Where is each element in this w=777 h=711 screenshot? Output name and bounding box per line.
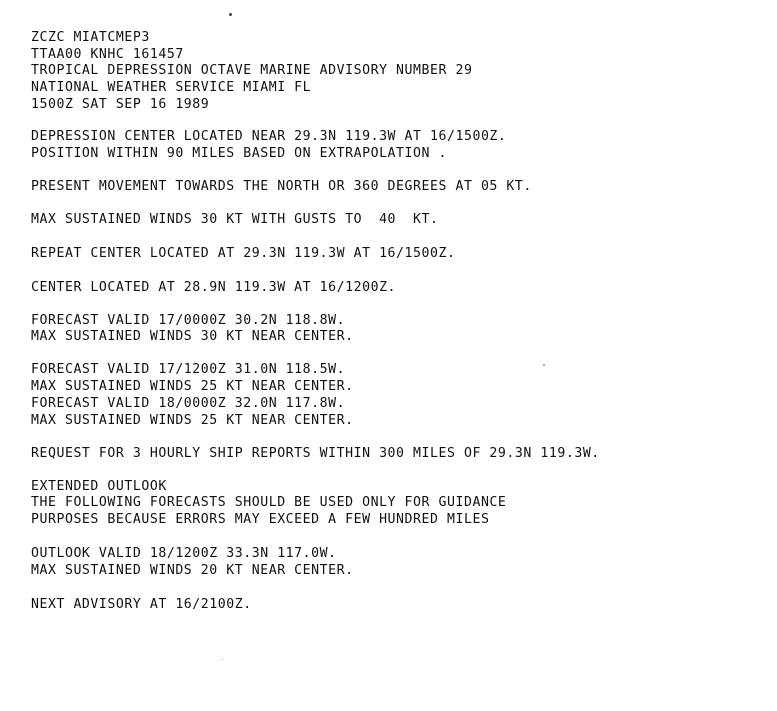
guidance-note-line-2: PURPOSES BECAUSE ERRORS MAY EXCEED A FEW HUNDRED MILES [31,512,490,527]
forecast-winds-line-3: MAX SUSTAINED WINDS 25 KT NEAR CENTER. [31,413,354,428]
guidance-note-line-1: THE FOLLOWING FORECASTS SHOULD BE USED ONLY FOR GUIDANCE [31,495,507,510]
position-accuracy-line: POSITION WITHIN 90 MILES BASED ON EXTRAPOLATION . [31,146,447,161]
advisory-title: TROPICAL DEPRESSION OCTAVE MARINE ADVISORY NUMBER 29 [31,63,473,78]
header-wmo-line: TTAA00 KNHC 161457 [31,47,184,62]
outlook-winds-line: MAX SUSTAINED WINDS 20 KT NEAR CENTER. [31,563,354,578]
scan-speck [229,13,232,16]
prior-center-line: CENTER LOCATED AT 28.9N 119.3W AT 16/1200Z. [31,280,397,295]
center-location-line: DEPRESSION CENTER LOCATED NEAR 29.3N 119.3W AT 16/1500Z. [31,129,507,144]
forecast-line-2: FORECAST VALID 17/1200Z 31.0N 118.5W. [31,362,346,377]
max-winds-line: MAX SUSTAINED WINDS 30 KT WITH GUSTS TO 40 KT. [31,212,439,227]
outlook-line: OUTLOOK VALID 18/1200Z 33.3N 117.0W. [31,546,337,561]
repeat-center-line: REPEAT CENTER LOCATED AT 29.3N 119.3W AT 16/1500Z. [31,246,456,261]
forecast-winds-line-2: MAX SUSTAINED WINDS 25 KT NEAR CENTER. [31,379,354,394]
next-advisory-line: NEXT ADVISORY AT 16/2100Z. [31,597,252,612]
forecast-line-3: FORECAST VALID 18/0000Z 32.0N 117.8W. [31,396,346,411]
forecast-line-1: FORECAST VALID 17/0000Z 30.2N 118.8W. [31,313,346,328]
movement-line: PRESENT MOVEMENT TOWARDS THE NORTH OR 360 DEGREES AT 05 KT. [31,179,532,194]
forecast-winds-line-1: MAX SUSTAINED WINDS 30 KT NEAR CENTER. [31,329,354,344]
issue-time: 1500Z SAT SEP 16 1989 [31,97,210,112]
header-routing-line: ZCZC MIATCMEP3 [31,30,150,45]
scan-speck [221,659,223,660]
issuing-office: NATIONAL WEATHER SERVICE MIAMI FL [31,80,312,95]
scan-speck [543,364,545,366]
ship-report-request-line: REQUEST FOR 3 HOURLY SHIP REPORTS WITHIN 300 MILES OF 29.3N 119.3W. [31,446,600,461]
extended-outlook-heading: EXTENDED OUTLOOK [31,479,167,494]
